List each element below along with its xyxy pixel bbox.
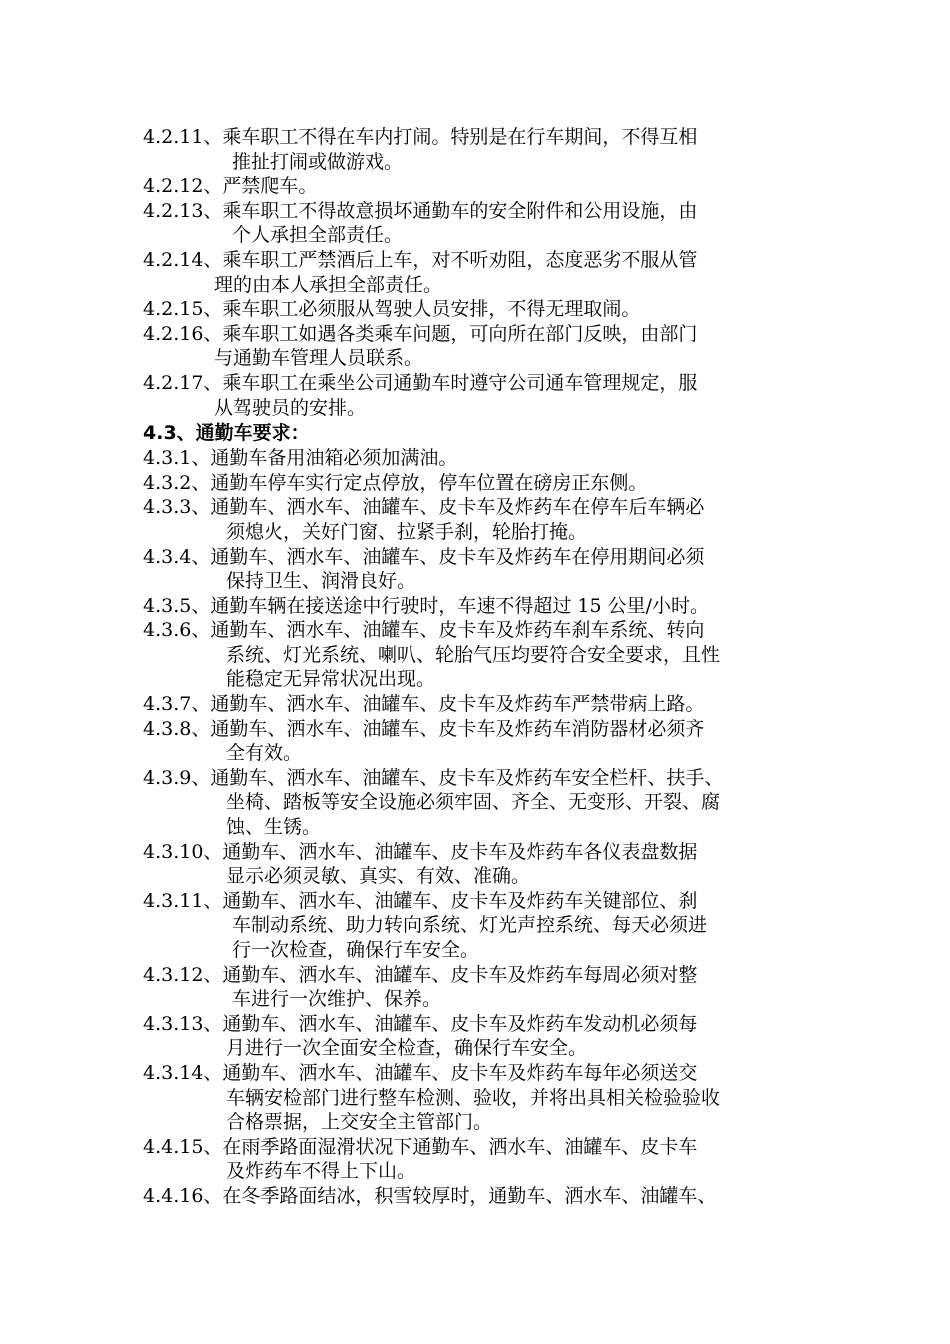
clause-4-3-2 — [143, 471, 823, 496]
clause-4-2-11 — [143, 125, 823, 174]
clause-line-continuation: 须熄火，关好门窗、拉紧手刹，轮胎打掩。 — [226, 520, 588, 543]
section-heading: 4.3、通勤车要求： — [143, 422, 310, 445]
clause-line-continuation: 月进行一次全面安全检查，确保行车安全。 — [226, 1037, 588, 1060]
document-body — [143, 125, 823, 1209]
clause-line: 4.3.5、通勤车辆在接送途中行驶时，车速不得超过 15 公里/小时。 — [143, 594, 710, 617]
clause-line-continuation: 行一次检查，确保行车安全。 — [232, 939, 480, 961]
clause-line-continuation: 与通勤车管理人员联系。 — [214, 347, 424, 370]
clause-4-4-15 — [143, 1135, 823, 1184]
clause-4-3-4 — [143, 545, 823, 594]
clause-4-3-10 — [143, 840, 823, 889]
clause-line: 4.2.15、乘车职工必须服从驾驶人员安排，不得无理取闹。 — [143, 298, 641, 321]
clause-line-continuation: 个人承担全部责任。 — [232, 224, 404, 247]
clause-line: 4.3.1、通勤车备用油箱必须加满油。 — [143, 447, 458, 470]
clause-line: 4.2.13、乘车职工不得故意损坏通勤车的安全附件和公用设施，由 — [143, 199, 698, 222]
clause-line-continuation: 车进行一次维护、保养。 — [232, 988, 442, 1011]
clause-line: 4.3.7、通勤车、洒水车、油罐车、皮卡车及炸药车严禁带病上路。 — [143, 693, 705, 716]
clause-line: 4.3.11、通勤车、洒水车、油罐车、皮卡车及炸药车关键部位、刹 — [143, 889, 698, 912]
clause-line: 4.3.6、通勤车、洒水车、油罐车、皮卡车及炸药车刹车系统、转向 — [143, 619, 705, 642]
clause-4-2-12 — [143, 174, 823, 199]
clause-4-3-7 — [143, 692, 823, 717]
clause-line-continuation: 从驾驶员的安排。 — [214, 396, 367, 419]
clause-4-2-13 — [143, 199, 823, 248]
clause-line: 4.2.11、乘车职工不得在车内打闹。特别是在行车期间，不得互相 — [143, 126, 698, 148]
clause-line-continuation: 显示必须灵敏、真实、有效、准确。 — [226, 865, 531, 888]
clause-line-continuation: 车辆安检部门进行整车检测、验收，并将出具相关检验验收 — [226, 1086, 721, 1109]
clause-line: 4.3.2、通勤车停车实行定点停放，停车位置在磅房正东侧。 — [143, 471, 648, 494]
clause-4-3-13 — [143, 1012, 823, 1061]
clause-line-continuation: 合格票据，上交安全主管部门。 — [226, 1111, 493, 1134]
clause-line-continuation: 能稳定无异常状况出现。 — [226, 668, 436, 691]
clause-line: 4.3.10、通勤车、洒水车、油罐车、皮卡车及炸药车各仪表盘数据 — [143, 840, 698, 863]
clause-line-continuation: 坐椅、踏板等安全设施必须牢固、齐全、无变形、开裂、腐 — [226, 791, 721, 814]
clause-line: 4.3.8、通勤车、洒水车、油罐车、皮卡车及炸药车消防器材必须齐 — [143, 717, 705, 740]
clause-4-3-5 — [143, 594, 823, 619]
clause-line: 4.3.4、通勤车、洒水车、油罐车、皮卡车及炸药车在停用期间必须 — [143, 545, 705, 568]
clause-4-2-14 — [143, 248, 823, 297]
clause-line-continuation: 及炸药车不得上下山。 — [226, 1160, 417, 1183]
clause-4-3-8 — [143, 717, 823, 766]
clause-line: 4.3.14、通勤车、洒水车、油罐车、皮卡车及炸药车每年必须送交 — [143, 1061, 698, 1084]
clause-4-4-16 — [143, 1184, 823, 1209]
clause-4-3-11 — [143, 889, 823, 963]
clause-line: 4.4.15、在雨季路面湿滑状况下通勤车、洒水车、油罐车、皮卡车 — [143, 1135, 698, 1158]
clause-4-3-9 — [143, 766, 823, 840]
clause-4-3-3 — [143, 495, 823, 544]
clause-line: 4.2.17、乘车职工在乘坐公司通勤车时遵守公司通车管理规定，服 — [143, 371, 698, 394]
clause-4-3-12 — [143, 963, 823, 1012]
clause-line-continuation: 蚀、生锈。 — [226, 816, 322, 839]
clause-4-3-14 — [143, 1061, 823, 1135]
clause-line-continuation: 推扯打闹或做游戏。 — [232, 150, 404, 173]
clause-line-continuation: 系统、灯光系统、喇叭、轮胎气压均要符合安全要求，且性 — [226, 643, 721, 666]
clause-4-2-16 — [143, 322, 823, 371]
clause-4-3-1 — [143, 446, 823, 471]
clause-line: 4.4.16、在冬季路面结冰，积雪较厚时，通勤车、洒水车、油罐车、 — [143, 1184, 717, 1207]
clause-line: 4.3.9、通勤车、洒水车、油罐车、皮卡车及炸药车安全栏杆、扶手、 — [143, 766, 724, 789]
clause-line: 4.3.13、通勤车、洒水车、油罐车、皮卡车及炸药车发动机必须每 — [143, 1012, 698, 1035]
clause-line: 4.3.3、通勤车、洒水车、油罐车、皮卡车及炸药车在停车后车辆必 — [143, 496, 705, 519]
clause-4-2-15 — [143, 297, 823, 322]
clause-4-3-6 — [143, 618, 823, 692]
clause-line-continuation: 保持卫生、润滑良好。 — [226, 570, 417, 593]
clause-line: 4.3.12、通勤车、洒水车、油罐车、皮卡车及炸药车每周必须对整 — [143, 963, 698, 986]
clause-line: 4.2.14、乘车职工严禁酒后上车，对不听劝阻，态度恶劣不服从管 — [143, 248, 698, 271]
clause-line: 4.2.12、严禁爬车。 — [143, 175, 318, 198]
clause-4-2-17 — [143, 371, 823, 420]
clause-line: 4.2.16、乘车职工如遇各类乘车问题，可向所在部门反映，由部门 — [143, 322, 698, 345]
clause-line-continuation: 理的由本人承担全部责任。 — [214, 273, 443, 296]
clause-line-continuation: 全有效。 — [226, 742, 303, 765]
clause-line-continuation: 车制动系统、助力转向系统、灯光声控系统、每天必须进 — [232, 914, 708, 937]
